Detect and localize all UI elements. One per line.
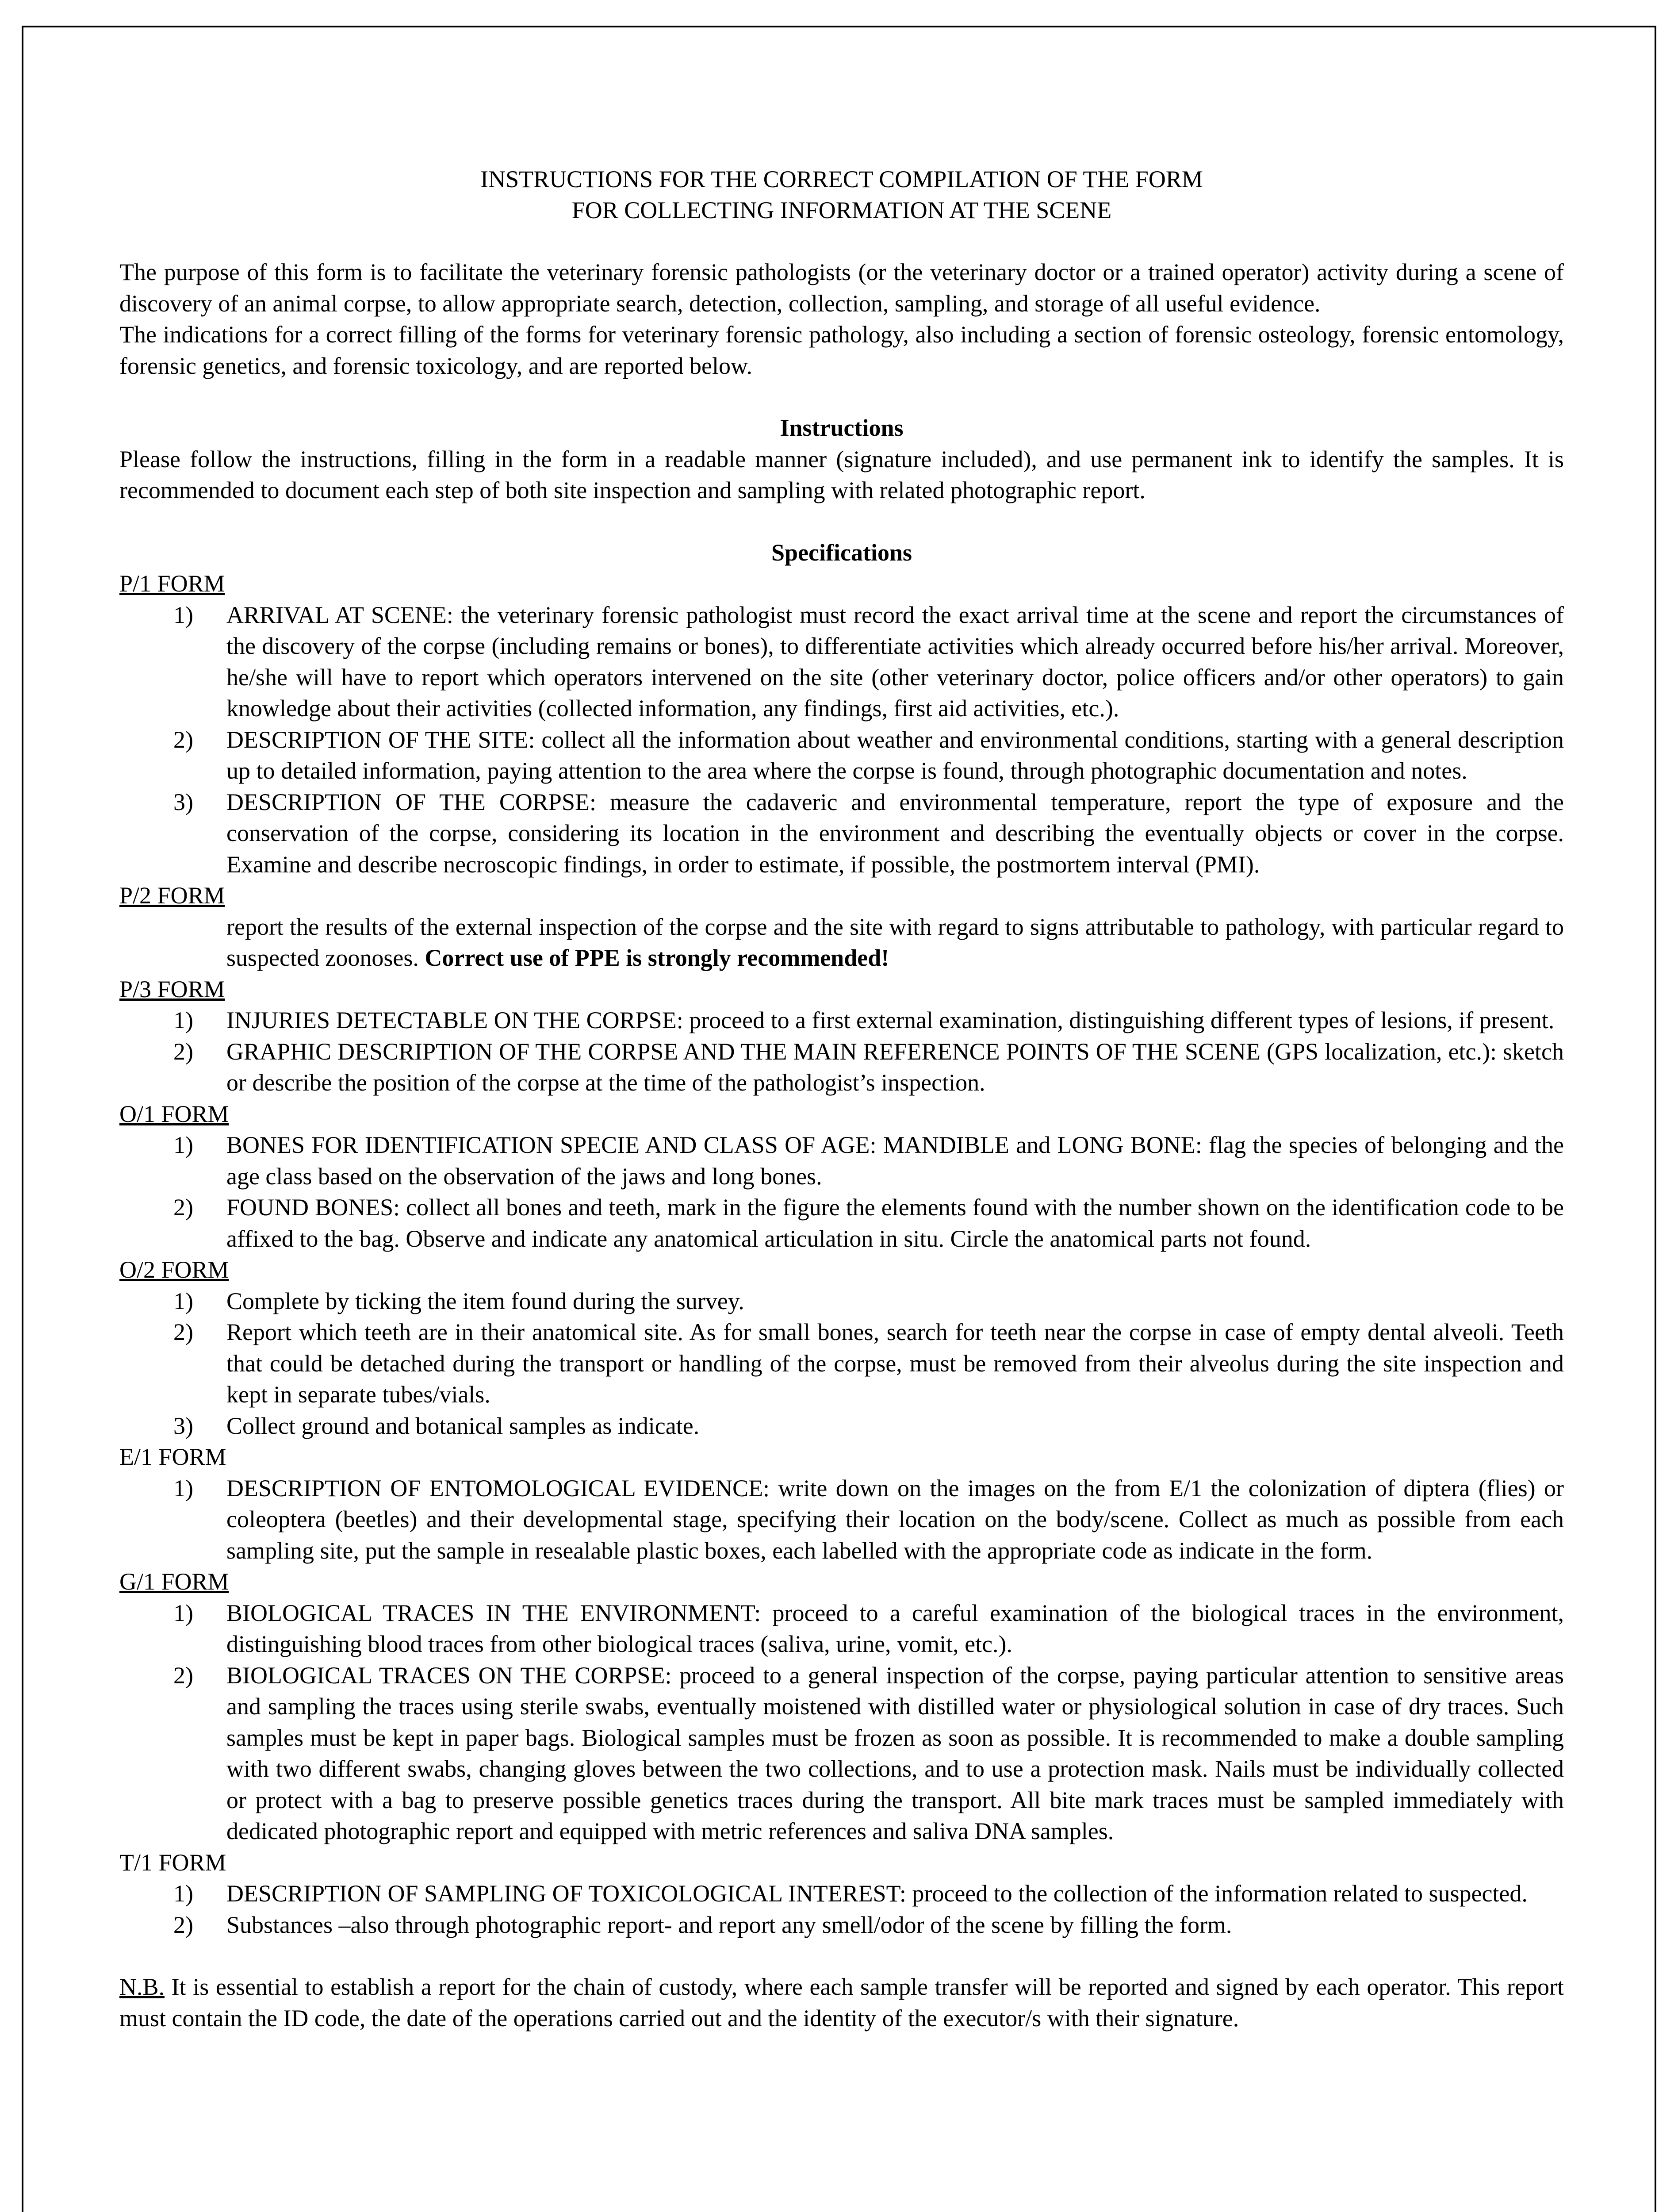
item-text: BONES FOR IDENTIFICATION SPECIE AND CLASS OF AGE: MANDIBLE and LONG BONE: flag the species of belonging and the age class based on the observation of the jaws and long bones. (226, 1132, 1564, 1190)
nb-label: N.B. (119, 1974, 165, 2000)
item-number: 3) (173, 788, 193, 815)
p1-form-label: P/1 FORM (119, 570, 225, 597)
item-number: 1) (173, 1880, 193, 1907)
item-text: FOUND BONES: collect all bones and teeth, mark in the figure the elements found with the number shown on the identification code to be affixed to the bag. Observe and indicate any anatomical articulation in situ. Circle the anatomical parts not found. (226, 1194, 1564, 1252)
item-number: 3) (173, 1412, 193, 1439)
t1-items (119, 1878, 1564, 1940)
document-page (119, 164, 1564, 2034)
title-line-1: INSTRUCTIONS FOR THE CORRECT COMPILATION OF THE FORM (480, 166, 1203, 192)
item-number: 1) (173, 1475, 193, 1502)
list-item (119, 1598, 1564, 1660)
item-number: 1) (173, 1007, 193, 1033)
item-text: BIOLOGICAL TRACES ON THE CORPSE: proceed to a general inspection of the corpse, paying particular attention to sensitive areas and sampling the traces using sterile swabs, eventually moistened with distilled water or physiological solution in case of dry traces. Such samples must be kept in paper bags. Biological samples must be frozen as soon as possible. It is recommended to make a double sampling with two different swabs, changing gloves between the two collections, and to use a protection mask. Nails must be individually collected or protect with a bag to preserve possible genetics traces during the transport. All bite mark traces must be sampled immediately with dedicated photographic report and equipped with metric references and saliva DNA samples. (226, 1662, 1564, 1844)
item-text: DESCRIPTION OF THE SITE: collect all the information about weather and environmental conditions, starting with a general description up to detailed information, paying attention to the area where the corpse is found, through photographic documentation and notes. (226, 726, 1564, 784)
nb-paragraph (119, 1971, 1564, 2034)
document-title (119, 164, 1564, 226)
title-line-2: FOR COLLECTING INFORMATION AT THE SCENE (571, 197, 1112, 223)
item-number: 2) (173, 1319, 193, 1345)
item-number: 1) (173, 601, 193, 628)
list-item (119, 1909, 1564, 1941)
intro-paragraph-2: The indications for a correct filling of the forms for veterinary forensic pathology, also including a section of forensic osteology, forensic entomology, forensic genetics, and forensic toxicology, and are reported below. (119, 321, 1564, 379)
e1-items (119, 1473, 1564, 1567)
list-item (119, 1036, 1564, 1098)
p3-form-label: P/3 FORM (119, 975, 225, 1002)
list-item (119, 1878, 1564, 1909)
o2-items (119, 1286, 1564, 1442)
specifications-heading: Specifications (771, 539, 912, 566)
p2-bold-warning: Correct use of PPE is strongly recommended! (425, 945, 889, 971)
e1-form-label: E/1 FORM (119, 1444, 226, 1470)
p2-form-label: P/2 FORM (119, 882, 225, 909)
p3-items (119, 1005, 1564, 1098)
item-number: 2) (173, 1194, 193, 1221)
item-text: Report which teeth are in their anatomical site. As for small bones, search for teeth near the corpse in case of empty dental alveoli. Teeth that could be detached during the transport or handling of the corpse, must be removed from their alveolus during the site inspection and kept in separate tubes/vials. (226, 1319, 1564, 1408)
item-text: Substances –also through photographic report- and report any smell/odor of the scene by filling the form. (226, 1911, 1232, 1938)
item-text: BIOLOGICAL TRACES IN THE ENVIRONMENT: proceed to a careful examination of the biological traces in the environment, distinguishing blood traces from other biological traces (saliva, urine, vomit, etc.). (226, 1599, 1564, 1657)
list-item (119, 599, 1564, 724)
item-text: GRAPHIC DESCRIPTION OF THE CORPSE AND THE MAIN REFERENCE POINTS OF THE SCENE (GPS localization, etc.): sketch or describe the position of the corpse at the time of the pathologist’s inspection. (226, 1038, 1564, 1096)
item-text: Collect ground and botanical samples as indicate. (226, 1412, 700, 1439)
item-text: ARRIVAL AT SCENE: the veterinary forensic pathologist must record the exact arrival time at the scene and report the circumstances of the discovery of the corpse (including remains or bones), to differentiate activities which already occurred before his/her arrival. Moreover, he/she will have to report which operators intervened on the site (other veterinary doctor, police officers and/or other operators) to gain knowledge about their activities (collected information, any findings, first aid activities, etc.). (226, 601, 1564, 722)
nb-text: It is essential to establish a report for the chain of custody, where each sample transfer will be reported and signed by each operator. This report must contain the ID code, the date of the operations carried out and the identity of the executor/s with their signature. (119, 1974, 1564, 2032)
g1-form-label: G/1 FORM (119, 1568, 229, 1595)
item-number: 1) (173, 1132, 193, 1158)
p2-text-block (119, 911, 1564, 974)
list-item (119, 1660, 1564, 1847)
o1-items (119, 1129, 1564, 1254)
item-text: DESCRIPTION OF THE CORPSE: measure the cadaveric and environmental temperature, report the type of exposure and the conservation of the corpse, considering its location in the environment and describing the eventually objects or cover in the corpse. Examine and describe necroscopic findings, in order to estimate, if possible, the postmortem interval (PMI). (226, 788, 1564, 878)
g1-items (119, 1598, 1564, 1847)
p2-text: report the results of the external inspection of the corpse and the site with regard to signs attributable to pathology, with particular regard to suspected zoonoses. (226, 913, 1564, 971)
o2-form-label: O/2 FORM (119, 1256, 229, 1283)
instructions-text: Please follow the instructions, filling in the form in a readable manner (signature included), and use permanent ink to identify the samples. It is recommended to document each step of both site inspection and sampling with related photographic report. (119, 445, 1564, 503)
item-text: INJURIES DETECTABLE ON THE CORPSE: proceed to a first external examination, distinguishing different types of lesions, if present. (226, 1007, 1555, 1033)
list-item (119, 1129, 1564, 1192)
list-item (119, 1473, 1564, 1567)
list-item (119, 1410, 1564, 1442)
item-number: 2) (173, 1662, 193, 1689)
list-item (119, 787, 1564, 880)
item-number: 2) (173, 1038, 193, 1065)
item-text: Complete by ticking the item found during the survey. (226, 1287, 744, 1314)
item-number: 2) (173, 1911, 193, 1938)
list-item (119, 1005, 1564, 1036)
t1-form-label: T/1 FORM (119, 1849, 226, 1876)
item-text: DESCRIPTION OF SAMPLING OF TOXICOLOGICAL INTEREST: proceed to the collection of the information related to suspected. (226, 1880, 1528, 1907)
list-item (119, 1286, 1564, 1317)
list-item (119, 1317, 1564, 1410)
list-item (119, 1192, 1564, 1254)
item-number: 1) (173, 1287, 193, 1314)
item-text: DESCRIPTION OF ENTOMOLOGICAL EVIDENCE: write down on the images on the from E/1 the colonization of diptera (flies) or coleoptera (beetles) and their developmental stage, specifying their location on the body/scene. Collect as much as possible from each sampling site, put the sample in resealable plastic boxes, each labelled with the appropriate code as indicate in the form. (226, 1475, 1564, 1564)
instructions-heading: Instructions (780, 415, 904, 441)
item-number: 1) (173, 1599, 193, 1626)
intro-paragraph-1: The purpose of this form is to facilitate the veterinary forensic pathologists (or the veterinary doctor or a trained operator) activity during a scene of discovery of an animal corpse, to allow appropriate search, detection, collection, sampling, and storage of all useful evidence. (119, 259, 1564, 317)
list-item (119, 724, 1564, 787)
o1-form-label: O/1 FORM (119, 1100, 229, 1127)
p1-items (119, 599, 1564, 880)
item-number: 2) (173, 726, 193, 753)
